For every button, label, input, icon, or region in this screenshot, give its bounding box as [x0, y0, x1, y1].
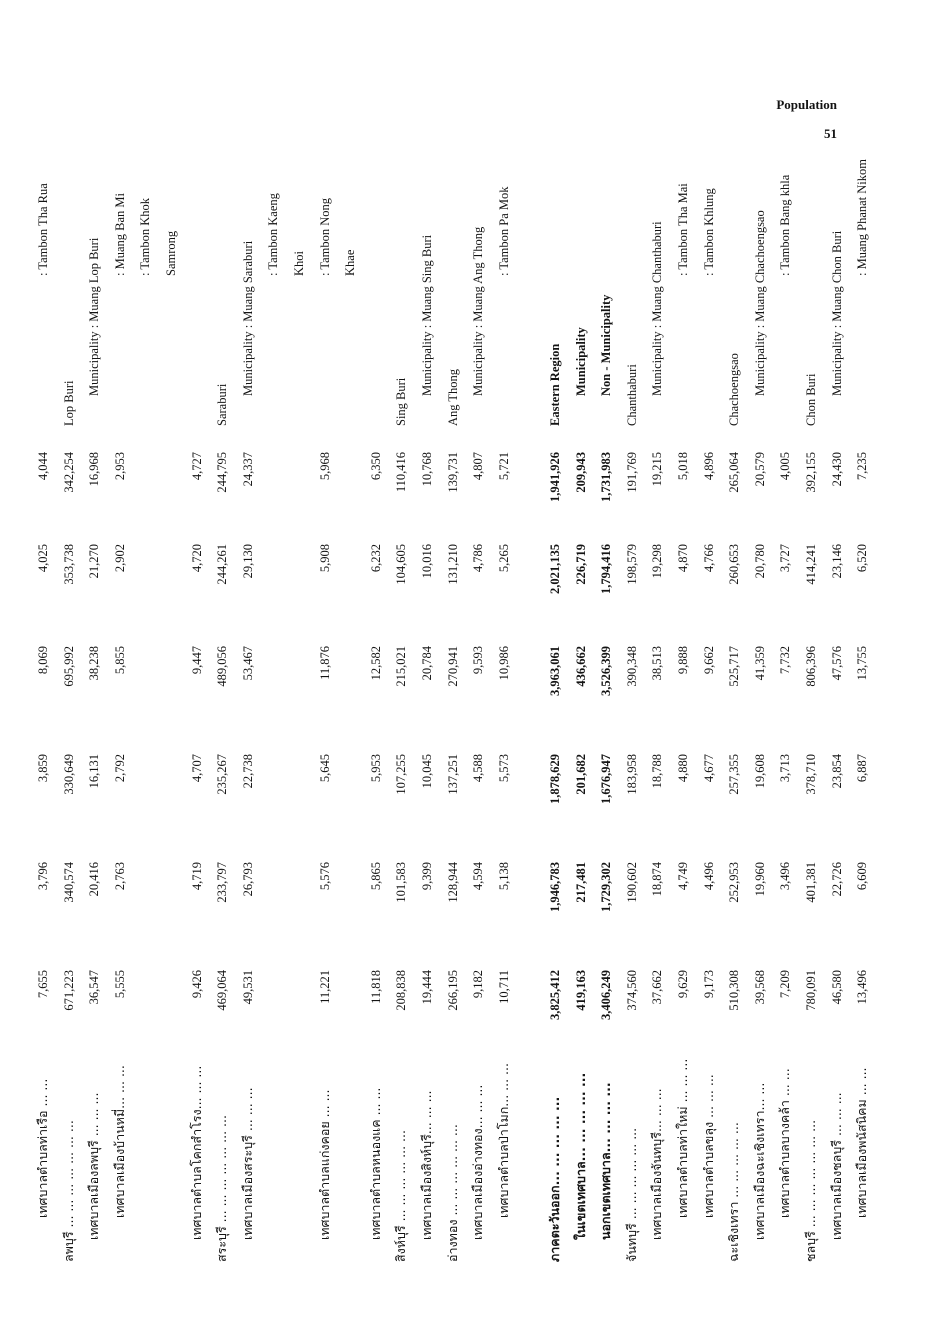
table-row [83, 162, 109, 1262]
english-label: : Muang Ban Mi [112, 193, 127, 276]
value-cell: 414,241 [804, 544, 818, 585]
thai-label: จันทบุรี ... ... ... ... ... ... [623, 1127, 639, 1262]
value-cell: 110,416 [394, 452, 409, 493]
value-cell: 101,583 [394, 862, 409, 903]
english-label: Municipality : Muang Ang Thong [471, 226, 486, 396]
value-cell: 4,719 [189, 862, 204, 891]
value-cell: 3,406,249 [599, 970, 614, 1020]
value-cell: 19,215 [650, 452, 665, 487]
value-cell: 4,496 [701, 862, 716, 891]
table-row [160, 162, 186, 1262]
value-cell: 191,769 [624, 452, 639, 493]
value-cell: 9,182 [471, 970, 486, 999]
value-cell: 244,261 [215, 544, 230, 585]
thai-label: ฉะเชิงเทรา ... ... ... ... ... [726, 1122, 742, 1262]
table-row [774, 162, 800, 1262]
value-cell: 131,210 [445, 544, 460, 585]
value-cell: 139,731 [445, 452, 460, 493]
table-row [544, 162, 570, 1262]
value-cell: 7,732 [778, 646, 793, 675]
value-cell: 6,520 [855, 544, 870, 573]
thai-label: เทศบาลเมืองอ่างทอง... ... ... [470, 1084, 486, 1240]
value-cell: 510,308 [727, 970, 742, 1011]
value-cell: 49,531 [240, 970, 255, 1005]
value-cell: 5,018 [676, 452, 690, 481]
value-cell: 6,232 [368, 544, 383, 573]
table-row [314, 162, 340, 1262]
value-cell: 3,859 [36, 754, 50, 783]
value-cell: 53,467 [240, 646, 255, 681]
value-cell: 2,763 [112, 862, 127, 891]
value-cell: 22,726 [829, 862, 844, 897]
value-cell: 374,560 [624, 970, 639, 1011]
table-row [262, 162, 288, 1262]
english-label: : Tambon Pa Mok [496, 186, 511, 276]
thai-label: เทศบาลตำบลขลุง ... ... ... [700, 1074, 716, 1218]
value-cell: 1,941,926 [548, 452, 562, 502]
thai-label: เทศบาลเมืองจันทบุรี... ... ... [649, 1088, 665, 1240]
thai-label: ชลบุรี ... ... ... ... ... ... ... [803, 1119, 818, 1262]
value-cell: 39,568 [752, 970, 767, 1005]
thai-label: เทศบาลตำบลป่าโมก... ... ... [495, 1063, 511, 1218]
english-label: Municipality : Muang Chachoengsao [752, 210, 767, 396]
value-cell: 7,209 [778, 970, 793, 999]
value-cell: 12,582 [368, 646, 383, 681]
thai-label: ภาคตะวันออก... ... ... ... ... [547, 1096, 562, 1262]
english-label: : Tambon Kaeng [266, 193, 281, 276]
value-cell: 5,953 [368, 754, 383, 783]
value-cell: 1,731,983 [599, 452, 614, 502]
value-cell: 215,021 [394, 646, 409, 687]
value-cell: 6,350 [368, 452, 383, 481]
value-cell: 6,887 [855, 754, 870, 783]
value-cell: 3,713 [778, 754, 793, 783]
english-label: Chanthaburi [624, 364, 639, 426]
value-cell: 5,265 [496, 544, 511, 573]
table-row [621, 162, 647, 1262]
value-cell: 4,880 [676, 754, 690, 783]
english-label: Samrong [164, 230, 178, 276]
value-cell: 18,788 [650, 754, 665, 789]
value-cell: 342,254 [61, 452, 76, 493]
value-cell: 29,130 [240, 544, 255, 579]
page-number: 51 [824, 126, 837, 141]
value-cell: 9,629 [676, 970, 690, 999]
table-row [288, 162, 314, 1262]
thai-label: ในเขตเทศบาล... ... ... ... ... [572, 1072, 588, 1240]
value-cell: 244,795 [215, 452, 230, 493]
value-cell: 22,738 [240, 754, 255, 789]
value-cell: 20,579 [752, 452, 767, 487]
value-cell: 9,662 [701, 646, 716, 675]
thai-label: เทศบาลเมืองพนัสนิคม ... ... [854, 1067, 870, 1218]
value-cell: 4,749 [676, 862, 690, 891]
value-cell: 4,870 [676, 544, 690, 573]
english-label: Municipality : Muang Chanthaburi [650, 221, 665, 396]
value-cell: 20,780 [752, 544, 767, 579]
value-cell: 2,953 [112, 452, 127, 481]
table-row [518, 162, 544, 1262]
table-row [800, 162, 826, 1262]
value-cell: 266,195 [445, 970, 460, 1011]
english-label: Eastern Region [548, 343, 562, 426]
table-row [493, 162, 519, 1262]
english-label: Municipality : Muang Saraburi [240, 240, 255, 396]
english-label: : Tambon Tha Mai [676, 183, 690, 276]
thai-label: เทศบาลเมืองลพบุรี ... ... ... [86, 1092, 102, 1240]
table-row [851, 158, 877, 1262]
table-row [723, 162, 749, 1262]
english-label: Municipality [573, 327, 588, 396]
value-cell: 21,270 [87, 544, 102, 579]
value-cell: 36,547 [87, 970, 102, 1005]
english-label: Chon Buri [804, 373, 818, 426]
value-cell: 190,602 [624, 862, 639, 903]
value-cell: 13,496 [855, 970, 870, 1005]
value-cell: 128,944 [445, 862, 460, 903]
value-cell: 340,574 [61, 862, 76, 903]
value-cell: 11,221 [317, 970, 332, 1004]
value-cell: 419,163 [573, 970, 588, 1011]
english-label: Chachoengsao [727, 353, 742, 426]
value-cell: 469,064 [215, 970, 230, 1011]
english-label: Khae [343, 249, 358, 276]
value-cell: 24,430 [829, 452, 844, 487]
value-cell: 23,146 [829, 544, 844, 579]
value-cell: 7,235 [855, 452, 870, 481]
value-cell: 265,064 [727, 452, 742, 493]
value-cell: 3,526,399 [599, 646, 614, 696]
english-label: Municipality : Muang Sing Buri [420, 234, 434, 396]
value-cell: 104,605 [394, 544, 409, 585]
thai-label: อ่างทอง ... ... ... ... ... ... [444, 1124, 460, 1262]
value-cell: 525,717 [727, 646, 742, 687]
table-row [109, 162, 135, 1262]
english-label: Municipality : Muang Lop Buri [87, 237, 102, 396]
english-label: : Tambon Tha Rua [36, 183, 50, 276]
english-label: Ang Thong [445, 368, 460, 426]
value-cell: 378,710 [804, 754, 818, 795]
table-row [237, 162, 263, 1262]
table-row [672, 162, 698, 1262]
value-cell: 9,426 [189, 970, 204, 999]
value-cell: 2,902 [112, 544, 127, 573]
value-cell: 226,719 [573, 544, 588, 585]
value-cell: 16,131 [87, 754, 102, 789]
value-cell: 11,876 [317, 646, 332, 680]
thai-label: เทศบาลตำบลแก่งคอย ... ... [316, 1089, 332, 1240]
thai-label: เทศบาลเมืองชลบุรี ... ... ... [828, 1092, 844, 1240]
value-cell: 37,662 [650, 970, 665, 1005]
value-cell: 257,355 [727, 754, 742, 795]
value-cell: 401,381 [804, 862, 818, 903]
value-cell: 6,609 [855, 862, 870, 891]
thai-label: เทศบาลตำบลโคกสำโรง... ... ... [188, 1065, 204, 1240]
table-row [211, 162, 237, 1262]
value-cell: 13,755 [855, 646, 870, 681]
value-cell: 10,768 [420, 452, 434, 487]
table-row [467, 162, 493, 1262]
value-cell: 1,878,629 [548, 754, 562, 804]
value-cell: 20,784 [420, 646, 434, 681]
thai-label: เทศบาลตำบลหนองแค ... ... [367, 1087, 383, 1240]
value-cell: 4,807 [471, 452, 486, 481]
value-cell: 46,580 [829, 970, 844, 1005]
value-cell: 9,888 [676, 646, 690, 675]
value-cell: 1,946,783 [548, 862, 562, 912]
value-cell: 38,238 [87, 646, 102, 681]
english-label: Sing Buri [394, 377, 409, 426]
value-cell: 19,608 [752, 754, 767, 789]
value-cell: 3,496 [778, 862, 793, 891]
value-cell: 26,793 [240, 862, 255, 897]
table-row [698, 162, 724, 1262]
value-cell: 19,444 [420, 970, 434, 1005]
value-cell: 3,796 [36, 862, 50, 891]
value-cell: 4,025 [36, 544, 50, 573]
value-cell: 183,958 [624, 754, 639, 795]
value-cell: 8,069 [36, 646, 50, 675]
table-row [32, 162, 58, 1262]
value-cell: 38,513 [650, 646, 665, 681]
value-cell: 330,649 [61, 754, 76, 795]
thai-label: เทศบาลเมืองสระบุรี ... ... ... [239, 1087, 255, 1240]
value-cell: 4,707 [189, 754, 204, 783]
value-cell: 3,727 [778, 544, 793, 573]
value-cell: 10,986 [496, 646, 511, 681]
english-label: : Tambon Khok [138, 197, 153, 276]
value-cell: 4,005 [778, 452, 793, 481]
value-cell: 4,896 [701, 452, 716, 481]
value-cell: 4,786 [471, 544, 486, 573]
value-cell: 780,091 [804, 970, 818, 1011]
value-cell: 23,854 [829, 754, 844, 789]
english-label: : Tambon Bang khla [778, 174, 793, 276]
value-cell: 137,251 [445, 754, 460, 795]
value-cell: 3,963,061 [548, 646, 562, 696]
value-cell: 16,968 [87, 452, 102, 487]
value-cell: 252,953 [727, 862, 742, 903]
table-row [186, 162, 212, 1262]
english-label: Non - Municipality [599, 294, 614, 396]
value-cell: 1,676,947 [599, 754, 614, 804]
english-label: : Tambon Khlung [701, 188, 716, 276]
english-label: Lop Buri [61, 380, 76, 426]
value-cell: 198,579 [624, 544, 639, 585]
value-cell: 1,794,416 [599, 544, 614, 594]
table-row [416, 162, 442, 1262]
value-cell: 9,173 [701, 970, 716, 999]
population-table [32, 158, 877, 1262]
value-cell: 235,267 [215, 754, 230, 795]
value-cell: 1,729,302 [599, 862, 614, 912]
table-row [646, 162, 672, 1262]
thai-label: เทศบาลตำบลท่าเรือ ... ... [35, 1078, 50, 1218]
value-cell: 260,653 [727, 544, 742, 585]
value-cell: 233,797 [215, 862, 230, 903]
value-cell: 695,992 [61, 646, 76, 687]
value-cell: 5,138 [496, 862, 511, 891]
table-row [365, 162, 391, 1262]
value-cell: 4,044 [36, 452, 50, 481]
table-row [749, 162, 775, 1262]
value-cell: 4,677 [701, 754, 716, 783]
value-cell: 4,588 [471, 754, 486, 783]
value-cell: 806,396 [804, 646, 818, 687]
thai-label: เทศบาลตำบลบางคล้า ... ... [777, 1068, 793, 1218]
value-cell: 9,399 [420, 862, 434, 891]
value-cell: 5,576 [317, 862, 332, 891]
value-cell: 107,255 [394, 754, 409, 795]
value-cell: 9,447 [189, 646, 204, 675]
thai-label: เทศบาลตำบลท่าใหม่ ... ... ... [675, 1058, 690, 1218]
value-cell: 270,941 [445, 646, 460, 687]
value-cell: 11,818 [368, 970, 383, 1004]
value-cell: 4,720 [189, 544, 204, 573]
table-row [570, 162, 596, 1262]
value-cell: 5,555 [112, 970, 127, 999]
thai-label: ลพบุรี ... ... ... ... ... ... ... [60, 1120, 76, 1262]
thai-label: เทศบาลเมืองบ้านหมี่... ... ... [111, 1065, 127, 1218]
value-cell: 7,655 [36, 970, 50, 999]
value-cell: 5,865 [368, 862, 383, 891]
table-row [390, 162, 416, 1262]
value-cell: 209,943 [573, 452, 588, 493]
value-cell: 41,359 [752, 646, 767, 681]
value-cell: 4,766 [701, 544, 716, 573]
value-cell: 201,682 [573, 754, 588, 795]
value-cell: 18,874 [650, 862, 665, 897]
value-cell: 217,481 [573, 862, 588, 903]
thai-label: สิงห์บุรี ... ... ... ... ... ... [393, 1130, 409, 1262]
value-cell: 9,593 [471, 646, 486, 675]
value-cell: 489,056 [215, 646, 230, 687]
value-cell: 10,711 [496, 970, 511, 1004]
value-cell: 353,738 [61, 544, 76, 585]
value-cell: 2,021,135 [548, 544, 562, 594]
value-cell: 20,416 [87, 862, 102, 897]
value-cell: 3,825,412 [548, 970, 562, 1020]
thai-label: เทศบาลเมืองสิงห์บุรี... ... ... [419, 1090, 434, 1240]
value-cell: 436,662 [573, 646, 588, 687]
english-label: : Tambon Nong [317, 197, 332, 276]
value-cell: 24,337 [240, 452, 255, 487]
value-cell: 5,645 [317, 754, 332, 783]
table-row [58, 162, 84, 1262]
thai-label: เทศบาลเมืองฉะเชิงเทรา... ... [751, 1082, 767, 1240]
value-cell: 392,155 [804, 452, 818, 493]
table-row [826, 162, 852, 1262]
thai-label: นอกเขตเทศบาล... ... ... ... [598, 1082, 614, 1240]
value-cell: 10,045 [420, 754, 434, 789]
english-label: Municipality : Muang Chon Buri [829, 230, 844, 396]
table-row [442, 162, 468, 1262]
english-label: : Muang Phanat Nikom [855, 158, 870, 276]
value-cell: 47,576 [829, 646, 844, 681]
english-label: Saraburi [215, 383, 230, 426]
table-row [595, 162, 621, 1262]
thai-label: สระบุรี ... ... ... ... ... ... ... [214, 1115, 230, 1262]
value-cell: 5,855 [112, 646, 127, 675]
page-header-title: Population [776, 97, 837, 112]
value-cell: 19,298 [650, 544, 665, 579]
value-cell: 10,016 [420, 544, 434, 579]
value-cell: 4,727 [189, 452, 204, 481]
value-cell: 5,721 [496, 452, 511, 481]
value-cell: 208,838 [394, 970, 409, 1011]
value-cell: 5,573 [496, 754, 511, 783]
english-label: Khoi [292, 251, 306, 276]
table-row [134, 162, 160, 1262]
value-cell: 5,968 [317, 452, 332, 481]
value-cell: 5,908 [317, 544, 332, 573]
value-cell: 2,792 [112, 754, 127, 783]
value-cell: 671,223 [61, 970, 76, 1011]
value-cell: 390,348 [624, 646, 639, 687]
table-row [339, 162, 365, 1262]
value-cell: 4,594 [471, 862, 486, 891]
value-cell: 19,960 [752, 862, 767, 897]
